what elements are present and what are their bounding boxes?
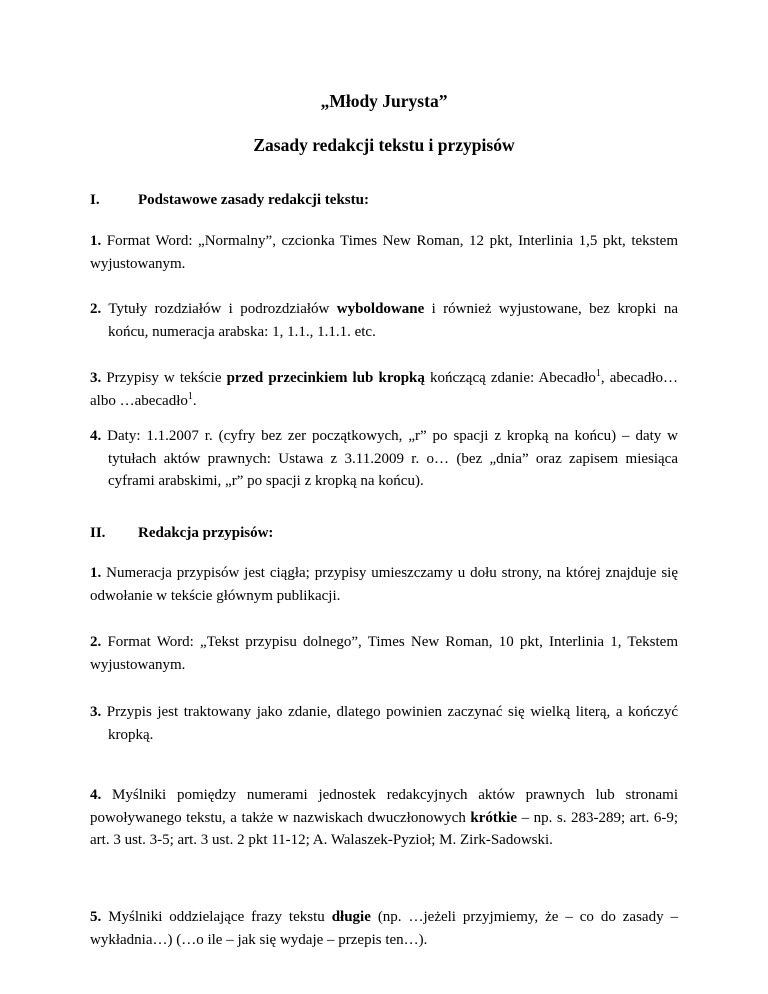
rule-2-3 bbox=[90, 701, 678, 746]
item-number: 2. bbox=[90, 301, 102, 317]
rule-2-5 bbox=[90, 906, 678, 951]
item-emphasis: krótkie bbox=[470, 809, 518, 826]
section-title: Podstawowe zasady redakcji tekstu: bbox=[138, 192, 369, 208]
journal-title: „Młody Jurysta” bbox=[320, 91, 448, 111]
item-number: 3. bbox=[90, 704, 102, 720]
rule-2-4 bbox=[90, 784, 678, 852]
item-text: Tytuły rozdziałów i podrozdziałów bbox=[108, 301, 330, 317]
rule-1-4 bbox=[90, 425, 678, 493]
rule-1-1 bbox=[90, 230, 678, 275]
rule-2-1 bbox=[90, 562, 678, 607]
section-heading-2 bbox=[90, 523, 273, 543]
item-text: Format Word: „Tekst przypisu dolnego”, Times New Roman, 10 pkt, Interlinia 1, Tekstem wyjustowanym. bbox=[90, 634, 679, 673]
item-text: Myślniki oddzielające frazy tekstu bbox=[108, 909, 325, 925]
rule-2-2 bbox=[90, 631, 678, 676]
section-heading-1 bbox=[90, 190, 369, 210]
item-number: 5. bbox=[90, 909, 102, 925]
item-text: Przypis jest traktowany jako zdanie, dlatego powinien zaczynać się wielką literą, a kończyć kropką. bbox=[106, 704, 679, 743]
item-text: . bbox=[192, 392, 197, 409]
item-text: Daty: 1.1.2007 r. (cyfry bez zer początkowych, „r” po spacji z kropką na końcu) – daty w tytułach aktów prawnych: Ustawa z 3.11.2009 r. o… (bez „dnia” oraz zapisem miesiąca cyframi arabskimi, „r” po spacji z kropką na końcu). bbox=[107, 428, 678, 489]
item-text: Numeracja przypisów jest ciągła; przypisy umieszczamy u dołu strony, na której znajduje się odwołanie w tekście głównym publikacji. bbox=[90, 565, 679, 604]
item-text: Format Word: „Normalny”, czcionka Times New Roman, 12 pkt, Interlinia 1,5 pkt, tekstem wyjustowanym. bbox=[90, 233, 678, 272]
item-number: 2. bbox=[90, 634, 102, 650]
rule-1-3 bbox=[90, 367, 678, 412]
item-number: 4. bbox=[90, 787, 102, 803]
item-text: Przypisy w tekście bbox=[106, 370, 222, 386]
item-text: Myślniki pomiędzy numerami jednostek redakcyjnych aktów prawnych lub stronami powoływanego tekstu, a także w nazwiskach dwuczłonowych bbox=[90, 787, 678, 826]
item-text: – np. s. 283-289; art. 6-9; art. 3 ust. 3-5; art. 3 ust. 2 pkt 11-12; A. Walaszek-Pyzioł; M. Zirk-Sadowski. bbox=[90, 809, 679, 848]
item-number: 3. bbox=[90, 370, 102, 386]
document-title: Zasady redakcji tekstu i przypisów bbox=[253, 135, 515, 155]
item-text: , abecadło… albo …abecadło bbox=[90, 370, 679, 409]
item-emphasis: przed przecinkiem lub kropką bbox=[226, 370, 425, 386]
item-number: 1. bbox=[90, 233, 102, 249]
footnote-marker: 1 bbox=[595, 368, 601, 379]
section-title: Redakcja przypisów: bbox=[138, 525, 274, 541]
item-text: (np. …jeżeli przyjmiemy, że – co do zasady – wykładnia…) (…o ile – jak się wydaje – przepis ten…). bbox=[90, 909, 679, 948]
section-number: I. bbox=[90, 192, 100, 208]
item-number: 1. bbox=[90, 565, 102, 581]
item-emphasis: wyboldowane bbox=[336, 301, 425, 317]
footnote-marker: 1 bbox=[187, 390, 193, 402]
item-emphasis: długie bbox=[331, 909, 371, 925]
item-text: kończącą zdanie: Abecadło bbox=[429, 370, 596, 386]
rule-1-2 bbox=[90, 298, 678, 343]
item-number: 4. bbox=[90, 428, 102, 444]
item-text: i również wyjustowane, bez kropki na końcu, numeracja arabska: 1, 1.1., 1.1.1. etc. bbox=[108, 301, 679, 340]
section-number: II. bbox=[90, 525, 106, 541]
